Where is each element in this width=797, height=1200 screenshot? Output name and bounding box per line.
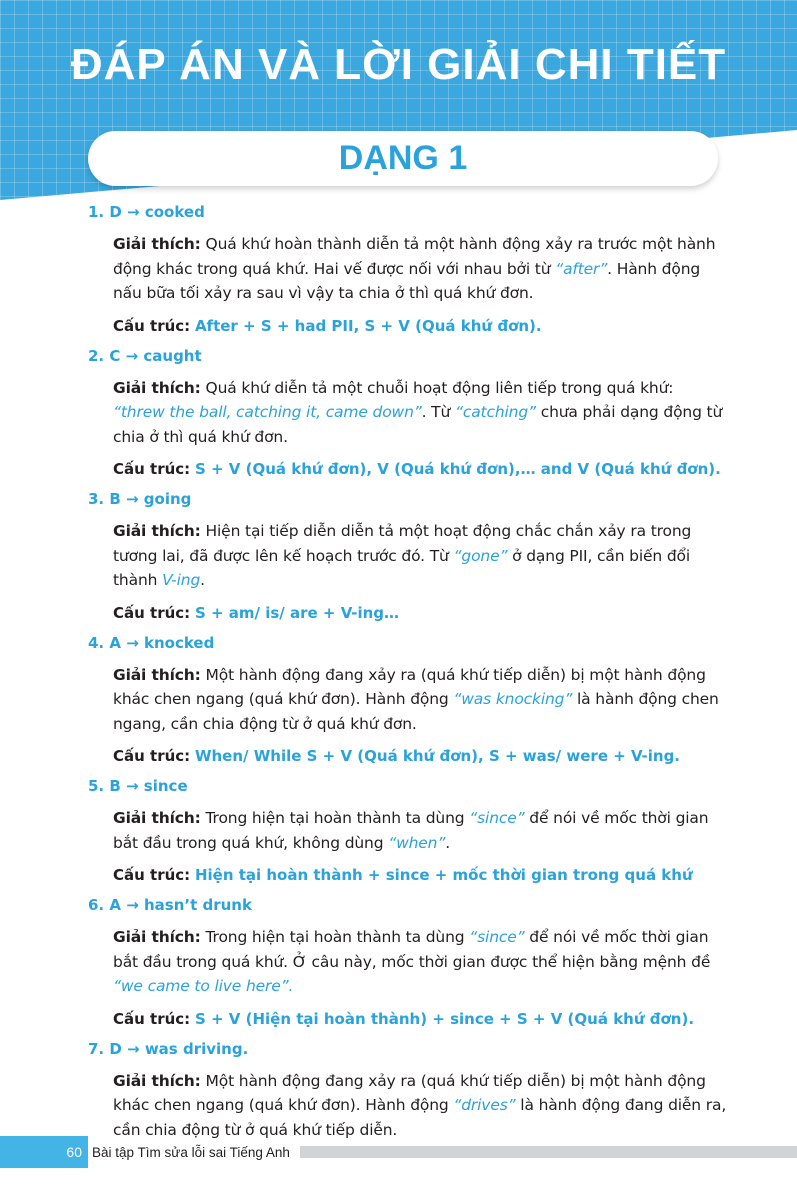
quoted-term: “since” bbox=[469, 928, 525, 946]
explanation-paragraph bbox=[113, 663, 728, 737]
structure-line bbox=[113, 863, 728, 887]
quoted-term: V-ing bbox=[162, 571, 201, 589]
explanation-text: để nói về mốc thời gian bắt đầu trong quá khứ. Ở câu này, mốc thời gian được thể hiện bằng mệnh đề bbox=[113, 928, 711, 971]
explanation-text: Hiện tại tiếp diễn diễn tả một hoạt động chắc chắn xảy ra trong tương lai, đã được lên kế hoạch trước đó. Từ bbox=[113, 522, 692, 565]
footer-divider-bar bbox=[300, 1146, 797, 1158]
explanation-text: . bbox=[445, 833, 451, 852]
quoted-term: “since” bbox=[469, 809, 525, 827]
structure-label: Cấu trúc: bbox=[113, 1009, 191, 1028]
explanation-paragraph bbox=[113, 519, 728, 593]
section-title: DẠNG 1 bbox=[338, 139, 468, 177]
structure-formula: S + V (Hiện tại hoàn thành) + since + S + V (Quá khứ đơn). bbox=[194, 1009, 695, 1028]
answer-heading: 2. C → caught bbox=[88, 346, 202, 365]
explanation-text: để nói về mốc thời gian bắt đầu trong quá khứ, không dùng bbox=[113, 809, 709, 852]
quoted-term: “catching” bbox=[454, 403, 536, 421]
book-title: Bài tập Tìm sửa lỗi sai Tiếng Anh bbox=[92, 1144, 290, 1160]
explanation-text: Quá khứ diễn tả một chuỗi hoạt động liên tiếp trong quá khứ: bbox=[205, 378, 674, 397]
answer-heading: 1. D → cooked bbox=[88, 203, 205, 221]
page-title: ĐÁP ÁN VÀ LỜI GIẢI CHI TIẾT bbox=[70, 40, 727, 89]
structure-line bbox=[113, 457, 728, 481]
structure-line bbox=[113, 601, 728, 625]
answer-item bbox=[88, 894, 728, 1031]
structure-formula: When/ While S + V (Quá khứ đơn), S + was/ were + V-ing. bbox=[194, 747, 680, 765]
explanation-text: Quá khứ hoàn thành diễn tả một hành động xảy ra trước một hành động khác trong quá khứ. Hai vế được nối với nhau bởi từ bbox=[113, 235, 716, 278]
explanation-text: . Từ bbox=[421, 403, 455, 421]
answer-heading: 7. D → was driving. bbox=[88, 1039, 249, 1058]
structure-label: Cấu trúc: bbox=[113, 603, 191, 622]
answer-heading: 6. A → hasn’t drunk bbox=[88, 896, 252, 914]
answer-item bbox=[88, 201, 728, 338]
explanation-text: ở dạng PII, cần biến đổi thành bbox=[113, 546, 691, 589]
structure-formula: Hiện tại hoàn thành + since + mốc thời gian trong quá khứ bbox=[194, 866, 693, 884]
answer-item bbox=[88, 775, 728, 887]
explanation-text: . Hành động nấu bữa tối xảy ra sau vì vậy ta chia ở thì quá khứ đơn. bbox=[113, 259, 701, 302]
answer-heading: 4. A → knocked bbox=[88, 633, 215, 652]
explanation-paragraph bbox=[113, 1069, 728, 1143]
structure-label: Cấu trúc: bbox=[113, 460, 191, 478]
page-number: 60 bbox=[66, 1144, 82, 1160]
explanation-text: Một hành động đang xảy ra (quá khứ tiếp diễn) bị một hành động khác chen ngang (quá khứ đơn). Hành động bbox=[113, 665, 706, 708]
answer-list bbox=[88, 201, 728, 1149]
explanation-text: chưa phải dạng động từ chia ở thì quá khứ đơn. bbox=[113, 403, 723, 446]
page-number-box bbox=[0, 1136, 88, 1168]
answer-heading: 3. B → going bbox=[88, 490, 192, 508]
structure-label: Cấu trúc: bbox=[113, 866, 191, 884]
quoted-term: “was knocking” bbox=[453, 690, 573, 708]
explanation-text: là hành động chen ngang, cần chia động từ ở quá khứ đơn. bbox=[113, 690, 719, 733]
quoted-term: “gone” bbox=[453, 546, 508, 565]
explanation-label: Giải thích: bbox=[113, 809, 201, 827]
explanation-label: Giải thích: bbox=[113, 522, 201, 540]
answer-item bbox=[88, 488, 728, 625]
structure-formula: S + V (Quá khứ đơn), V (Quá khứ đơn),… and V (Quá khứ đơn). bbox=[194, 460, 721, 478]
page-footer bbox=[0, 1136, 797, 1168]
answer-item bbox=[88, 345, 728, 482]
structure-line bbox=[113, 314, 728, 338]
explanation-text: Trong hiện tại hoàn thành ta dùng bbox=[205, 928, 470, 946]
answer-item bbox=[88, 1038, 728, 1143]
answer-heading: 5. B → since bbox=[88, 777, 188, 795]
explanation-paragraph bbox=[113, 925, 728, 999]
explanation-label: Giải thích: bbox=[113, 235, 201, 253]
quoted-term: “threw the ball, catching it, came down” bbox=[113, 403, 422, 421]
explanation-label: Giải thích: bbox=[113, 665, 201, 684]
quoted-term: “drives” bbox=[453, 1096, 516, 1114]
explanation-text: Một hành động đang xảy ra (quá khứ tiếp diễn) bị một hành động khác chen ngang (quá khứ đơn). Hành động bbox=[113, 1071, 706, 1114]
structure-line bbox=[113, 744, 728, 768]
explanation-text: là hành động đang diễn ra, cần chia động từ ở quá khứ tiếp diễn. bbox=[113, 1096, 727, 1139]
explanation-text: Trong hiện tại hoàn thành ta dùng bbox=[205, 809, 470, 827]
explanation-paragraph bbox=[113, 232, 728, 306]
explanation-label: Giải thích: bbox=[113, 928, 201, 946]
quoted-term: “after” bbox=[555, 259, 608, 278]
structure-line bbox=[113, 1007, 728, 1031]
structure-formula: After + S + had PII, S + V (Quá khứ đơn). bbox=[194, 316, 542, 335]
explanation-paragraph bbox=[113, 806, 728, 855]
explanation-label: Giải thích: bbox=[113, 1071, 201, 1090]
structure-formula: S + am/ is/ are + V-ing… bbox=[194, 603, 399, 622]
explanation-text: . bbox=[200, 571, 205, 589]
explanation-paragraph bbox=[113, 376, 728, 450]
structure-label: Cấu trúc: bbox=[113, 316, 191, 335]
answer-item bbox=[88, 632, 728, 769]
section-heading-box bbox=[88, 131, 718, 186]
structure-label: Cấu trúc: bbox=[113, 747, 191, 765]
quoted-term: “when” bbox=[388, 833, 446, 852]
explanation-label: Giải thích: bbox=[113, 378, 201, 397]
quoted-term: “we came to live here”. bbox=[113, 977, 294, 995]
